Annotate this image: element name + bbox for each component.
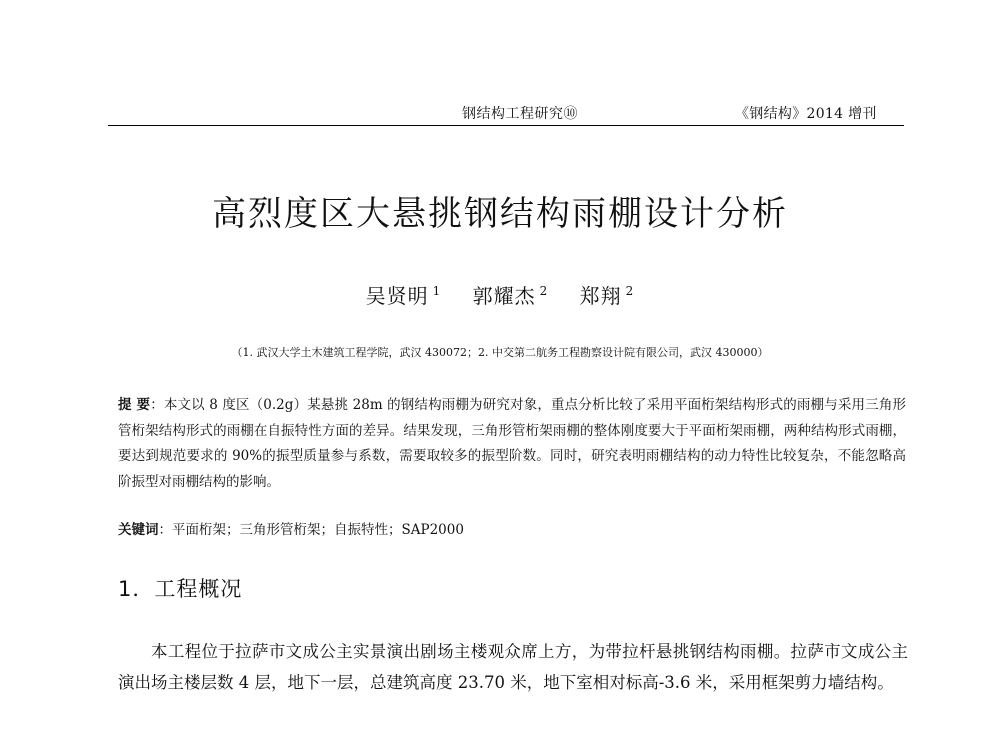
running-header-journal: 《钢结构》2014 增刊 (735, 106, 877, 122)
author-list (0, 280, 1000, 309)
keywords (118, 518, 906, 543)
keywords-label: 关键词 (118, 522, 159, 538)
affiliations: （1. 武汉大学土木建筑工程学院，武汉 430072；2. 中交第二航务工程勘察设计院有限公司，武汉 430000） (231, 346, 769, 359)
abstract-text: ：本文以 8 度区（0.2g）某悬挑 28m 的钢结构雨棚为研究对象，重点分析比较了采用平面桁架结构形式的雨棚与采用三角形管桁架结构形式的雨棚在自振特性方面的差异。结果发现，三角形管桁架雨棚的整体刚度要大于平面桁架雨棚，两种结构形式雨棚，要达到规范要求的 90%的振型质量参与系数，需要取较多的振型阶数。同时，研究表明雨棚结构的动力特性比较复杂，不能忽略高阶振型对雨棚结构的影响。 (118, 397, 907, 490)
author-3-name: 郑翔 (579, 284, 622, 308)
abstract-label: 提 要 (118, 397, 151, 413)
keywords-text: ：平面桁架；三角形管桁架；自振特性；SAP2000 (158, 522, 464, 538)
author-3 (580, 284, 635, 308)
header-rule (108, 125, 904, 126)
section-heading: 1．工程概况 (118, 577, 243, 601)
paper-title: 高烈度区大悬挑钢结构雨棚设计分析 (212, 194, 788, 234)
author-1-affiliation-mark: 1 (432, 284, 442, 299)
running-header-series: 钢结构工程研究⑩ (462, 106, 578, 122)
author-1 (366, 284, 442, 308)
abstract (118, 393, 906, 495)
author-3-affiliation-mark: 2 (625, 284, 635, 299)
author-1-name: 吴贤明 (365, 284, 429, 308)
author-2-name: 郭耀杰 (472, 284, 536, 308)
author-2-affiliation-mark: 2 (539, 284, 549, 299)
body-paragraph: 本工程位于拉萨市文成公主实景演出剧场主楼观众席上方，为带拉杆悬挑钢结构雨棚。拉萨市文成公主演出场主楼层数 4 层，地下一层，总建筑高度 23.70 米，地下室相对标高-3.6 米，采用框架剪力墙结构。 (118, 642, 908, 692)
author-2 (473, 284, 549, 308)
